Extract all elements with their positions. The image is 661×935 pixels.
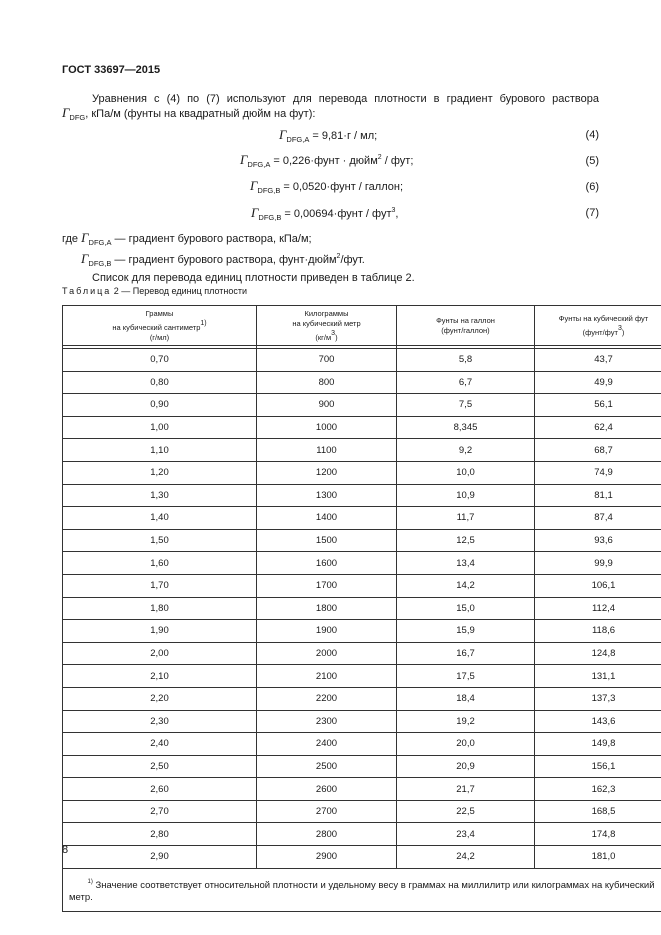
cell-lb-per-gal: 5,8 bbox=[397, 349, 535, 372]
equation-7-number: (7) bbox=[585, 207, 599, 219]
cell-g-per-ml: 1,10 bbox=[63, 439, 257, 462]
table-row bbox=[63, 439, 661, 462]
where-clause bbox=[62, 231, 415, 285]
cell-kg-per-m3: 2100 bbox=[257, 665, 397, 688]
cell-lb-per-gal: 14,2 bbox=[397, 574, 535, 597]
cell-lb-per-ft3: 81,1 bbox=[535, 484, 661, 507]
cell-g-per-ml: 1,20 bbox=[63, 461, 257, 484]
where-line-1: где $\Gamma_{DFG,A}$ — градиент бурового раствора, кПа/м; bbox=[62, 230, 312, 247]
table-row bbox=[63, 710, 661, 733]
page-number: 8 bbox=[62, 844, 69, 856]
table-row bbox=[63, 642, 661, 665]
cell-lb-per-ft3: 168,5 bbox=[535, 800, 661, 823]
cell-lb-per-gal: 10,9 bbox=[397, 484, 535, 507]
cell-kg-per-m3: 900 bbox=[257, 394, 397, 417]
cell-g-per-ml: 2,70 bbox=[63, 800, 257, 823]
table-row bbox=[63, 620, 661, 643]
cell-lb-per-gal: 11,7 bbox=[397, 507, 535, 530]
cell-lb-per-ft3: 56,1 bbox=[535, 394, 661, 417]
table-row bbox=[63, 778, 661, 801]
cell-kg-per-m3: 2600 bbox=[257, 778, 397, 801]
cell-lb-per-ft3: 181,0 bbox=[535, 846, 661, 869]
cell-g-per-ml: 2,80 bbox=[63, 823, 257, 846]
cell-lb-per-ft3: 49,9 bbox=[535, 371, 661, 394]
table-row bbox=[63, 755, 661, 778]
cell-lb-per-ft3: 112,4 bbox=[535, 597, 661, 620]
cell-lb-per-ft3: 99,9 bbox=[535, 552, 661, 575]
cell-lb-per-gal: 15,0 bbox=[397, 597, 535, 620]
table-row bbox=[63, 507, 661, 530]
equation-6-number: (6) bbox=[585, 181, 599, 193]
cell-g-per-ml: 1,30 bbox=[63, 484, 257, 507]
gradient-symbol-sub: DFG bbox=[69, 113, 86, 122]
cell-kg-per-m3: 1500 bbox=[257, 529, 397, 552]
table-row bbox=[63, 461, 661, 484]
cell-kg-per-m3: 2300 bbox=[257, 710, 397, 733]
cell-kg-per-m3: 1800 bbox=[257, 597, 397, 620]
cell-g-per-ml: 0,70 bbox=[63, 349, 257, 372]
equation-6: $\Gamma_{DFG,B}$ = 0,0520·фунт / галлон; bbox=[250, 178, 404, 195]
cell-g-per-ml: 2,40 bbox=[63, 733, 257, 756]
table-header-row bbox=[63, 306, 661, 346]
table-row bbox=[63, 665, 661, 688]
document-header: ГОСТ 33697—2015 bbox=[62, 64, 161, 76]
cell-lb-per-gal: 6,7 bbox=[397, 371, 535, 394]
table-row bbox=[63, 529, 661, 552]
cell-lb-per-ft3: 87,4 bbox=[535, 507, 661, 530]
cell-g-per-ml: 2,30 bbox=[63, 710, 257, 733]
table-footnote: $^{1)}$ Значение соответствует относительной плотности и удельному весу в граммах на миллилитр или килограммах на кубический метр. bbox=[63, 868, 661, 911]
cell-lb-per-gal: 23,4 bbox=[397, 823, 535, 846]
cell-lb-per-ft3: 124,8 bbox=[535, 642, 661, 665]
cell-lb-per-ft3: 156,1 bbox=[535, 755, 661, 778]
cell-lb-per-gal: 16,7 bbox=[397, 642, 535, 665]
cell-g-per-ml: 2,10 bbox=[63, 665, 257, 688]
header-grams-per-cm3: Граммы на кубический сантиметр$^{1)}$ (г/мл) bbox=[63, 306, 257, 346]
table-reference-note: Список для перевода единиц плотности приведен в таблице 2. bbox=[92, 272, 415, 284]
table-row bbox=[63, 733, 661, 756]
cell-kg-per-m3: 2200 bbox=[257, 687, 397, 710]
cell-lb-per-ft3: 131,1 bbox=[535, 665, 661, 688]
cell-lb-per-gal: 20,0 bbox=[397, 733, 535, 756]
cell-lb-per-gal: 17,5 bbox=[397, 665, 535, 688]
cell-g-per-ml: 1,50 bbox=[63, 529, 257, 552]
table-caption: Таблица 2 — Перевод единиц плотности bbox=[62, 286, 248, 296]
cell-kg-per-m3: 2000 bbox=[257, 642, 397, 665]
cell-g-per-ml: 2,50 bbox=[63, 755, 257, 778]
cell-kg-per-m3: 1200 bbox=[257, 461, 397, 484]
table-row bbox=[63, 597, 661, 620]
cell-kg-per-m3: 1000 bbox=[257, 416, 397, 439]
table-row bbox=[63, 371, 661, 394]
cell-lb-per-ft3: 62,4 bbox=[535, 416, 661, 439]
table-row bbox=[63, 687, 661, 710]
cell-kg-per-m3: 1400 bbox=[257, 507, 397, 530]
cell-kg-per-m3: 1700 bbox=[257, 574, 397, 597]
table-row bbox=[63, 800, 661, 823]
intro-line-1: Уравнения с (4) по (7) используют для перевода плотности в градиент бурового раствора bbox=[92, 93, 599, 105]
intro-line-2: , кПа/м (фунты на квадратный дюйм на фут): bbox=[85, 108, 316, 120]
density-conversion-table bbox=[62, 305, 661, 912]
cell-lb-per-ft3: 93,6 bbox=[535, 529, 661, 552]
cell-kg-per-m3: 2700 bbox=[257, 800, 397, 823]
intro-paragraph bbox=[62, 92, 599, 125]
cell-lb-per-gal: 20,9 bbox=[397, 755, 535, 778]
table-row bbox=[63, 552, 661, 575]
cell-g-per-ml: 1,70 bbox=[63, 574, 257, 597]
cell-lb-per-gal: 7,5 bbox=[397, 394, 535, 417]
cell-g-per-ml: 1,40 bbox=[63, 507, 257, 530]
cell-g-per-ml: 2,90 bbox=[63, 846, 257, 869]
equation-4: $\Gamma_{DFG,A} = 9,81\cdot г$ / мл; bbox=[279, 127, 378, 144]
cell-lb-per-gal: 18,4 bbox=[397, 687, 535, 710]
cell-g-per-ml: 1,60 bbox=[63, 552, 257, 575]
cell-lb-per-ft3: 118,6 bbox=[535, 620, 661, 643]
cell-kg-per-m3: 1900 bbox=[257, 620, 397, 643]
cell-lb-per-gal: 8,345 bbox=[397, 416, 535, 439]
cell-g-per-ml: 2,60 bbox=[63, 778, 257, 801]
cell-lb-per-ft3: 106,1 bbox=[535, 574, 661, 597]
header-lb-per-ft3: Фунты на кубический фут (фунт/фут$^3$) bbox=[535, 306, 661, 346]
cell-kg-per-m3: 2900 bbox=[257, 846, 397, 869]
cell-lb-per-gal: 19,2 bbox=[397, 710, 535, 733]
cell-lb-per-gal: 22,5 bbox=[397, 800, 535, 823]
header-lb-per-gal: Фунты на галлон (фунт/галлон) bbox=[397, 306, 535, 346]
cell-lb-per-ft3: 137,3 bbox=[535, 687, 661, 710]
cell-lb-per-ft3: 143,6 bbox=[535, 710, 661, 733]
equation-5-number: (5) bbox=[585, 155, 599, 167]
equation-4-number: (4) bbox=[585, 129, 599, 141]
cell-lb-per-gal: 15,9 bbox=[397, 620, 535, 643]
cell-lb-per-ft3: 68,7 bbox=[535, 439, 661, 462]
cell-lb-per-ft3: 162,3 bbox=[535, 778, 661, 801]
cell-lb-per-gal: 13,4 bbox=[397, 552, 535, 575]
table-row bbox=[63, 574, 661, 597]
cell-kg-per-m3: 2400 bbox=[257, 733, 397, 756]
cell-lb-per-ft3: 43,7 bbox=[535, 349, 661, 372]
table-row bbox=[63, 416, 661, 439]
cell-kg-per-m3: 700 bbox=[257, 349, 397, 372]
cell-g-per-ml: 0,90 bbox=[63, 394, 257, 417]
cell-kg-per-m3: 2800 bbox=[257, 823, 397, 846]
cell-lb-per-gal: 24,2 bbox=[397, 846, 535, 869]
table-row bbox=[63, 846, 661, 869]
cell-lb-per-ft3: 74,9 bbox=[535, 461, 661, 484]
cell-kg-per-m3: 1300 bbox=[257, 484, 397, 507]
where-line-2: $\Gamma_{DFG,B}$ — градиент бурового раствора, фунт·дюйм$^2$/фут. bbox=[81, 251, 365, 268]
cell-lb-per-gal: 9,2 bbox=[397, 439, 535, 462]
equation-7: $\Gamma_{DFG,B}$ = 0,00694·фунт / фут$^3$, bbox=[251, 205, 399, 222]
equation-5: $\Gamma_{DFG,A}$ = 0,226·фунт · дюйм$^2$ / фут; bbox=[240, 152, 414, 169]
cell-g-per-ml: 1,90 bbox=[63, 620, 257, 643]
cell-kg-per-m3: 1100 bbox=[257, 439, 397, 462]
table-body bbox=[63, 349, 661, 869]
cell-g-per-ml: 2,20 bbox=[63, 687, 257, 710]
cell-g-per-ml: 2,00 bbox=[63, 642, 257, 665]
gradient-symbol: Γ bbox=[62, 105, 70, 120]
table-row bbox=[63, 823, 661, 846]
cell-g-per-ml: 1,80 bbox=[63, 597, 257, 620]
table-footnote-row bbox=[63, 868, 661, 911]
cell-lb-per-ft3: 174,8 bbox=[535, 823, 661, 846]
header-kg-per-m3: Килограммы на кубический метр $(кг/м^3)$ bbox=[257, 306, 397, 346]
table-row bbox=[63, 349, 661, 372]
cell-kg-per-m3: 1600 bbox=[257, 552, 397, 575]
table-row bbox=[63, 394, 661, 417]
cell-lb-per-gal: 12,5 bbox=[397, 529, 535, 552]
table-row bbox=[63, 484, 661, 507]
cell-lb-per-ft3: 149,8 bbox=[535, 733, 661, 756]
cell-kg-per-m3: 2500 bbox=[257, 755, 397, 778]
cell-g-per-ml: 0,80 bbox=[63, 371, 257, 394]
cell-lb-per-gal: 21,7 bbox=[397, 778, 535, 801]
cell-g-per-ml: 1,00 bbox=[63, 416, 257, 439]
cell-lb-per-gal: 10,0 bbox=[397, 461, 535, 484]
cell-kg-per-m3: 800 bbox=[257, 371, 397, 394]
